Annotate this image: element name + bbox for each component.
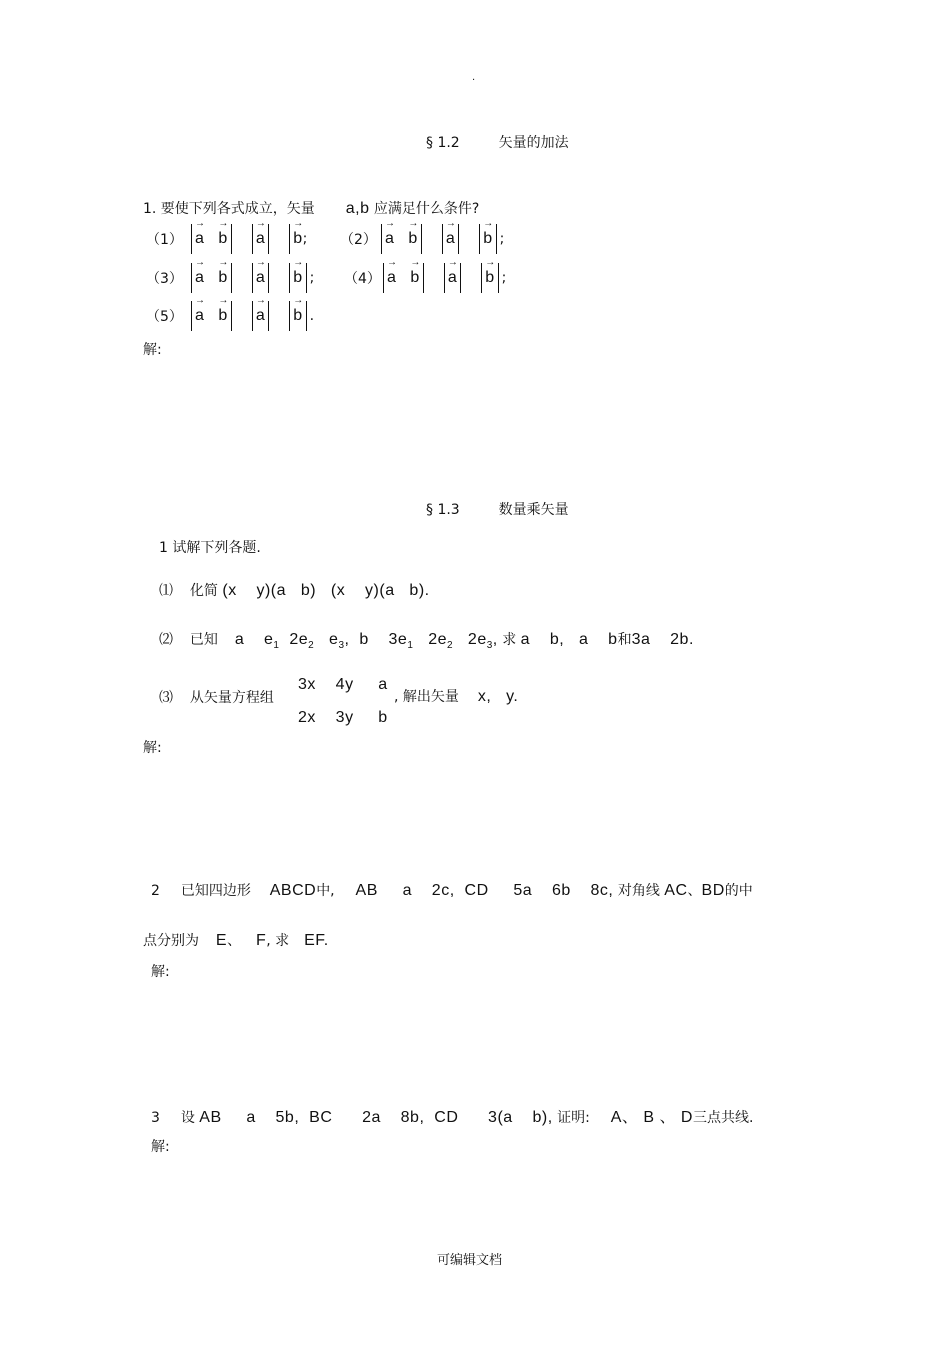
question-1-intro <box>143 198 479 218</box>
q1-item-1: （1） → a → b → a → b ; <box>146 224 307 254</box>
vec-b: → b <box>293 269 302 287</box>
q1-vector-pair: a,b <box>345 200 370 217</box>
problem-number: 2 <box>151 883 160 899</box>
item-label: （4） <box>344 271 381 287</box>
item-label: （3） <box>146 271 183 287</box>
vec-b: → b <box>410 269 419 287</box>
vec-a: → a <box>256 230 265 248</box>
item-label: （5） <box>146 309 183 325</box>
solve-for-text: , 解出矢量 x, y. <box>394 688 519 705</box>
p3-solution-label: 解: <box>151 1139 170 1155</box>
problem-3-line: 3 设 AB a 5b, BC 2a 8b, CD 3(a b), 证明: A、 B 、 D三点共线. <box>151 1109 754 1126</box>
problem-2-line-2: 点分别为 E、 F, 求 EF. <box>143 932 329 949</box>
part-text: 从矢量方程组 <box>189 690 274 706</box>
problem-1-part-2: ⑵ 已知 a $e_1$ $2e_2$ $e_3$, b $3e_1$ $2e_2$ $2e_3$, 求 a b, a b和3a 2b. <box>159 631 694 651</box>
vec-b: → b <box>293 230 302 248</box>
equation-2: 2x 3y b <box>298 709 388 726</box>
vec-a: → a <box>256 269 265 287</box>
vec-b: → b <box>408 230 417 248</box>
vec-a: → a <box>448 269 457 287</box>
section-number: § 1.2 <box>426 135 460 151</box>
section-title: 数量乘矢量 <box>498 502 569 518</box>
q1-item-4: （4） → a → b → a → b ; <box>344 263 506 293</box>
part-text: 已知 <box>189 632 218 648</box>
vec-a: → a <box>446 230 455 248</box>
vec-a: → a <box>387 269 396 287</box>
q1-solution-label: 解: <box>143 342 162 358</box>
equation-1: 3x 4y a <box>298 676 388 693</box>
section-number: § 1.3 <box>426 502 460 518</box>
section-1-3-heading <box>426 499 569 519</box>
vec-b: → b <box>483 230 492 248</box>
part-label: ⑴ <box>159 583 173 599</box>
q1-item-3: （3） → a → b → a → b ; <box>146 263 314 293</box>
problem-number: 3 <box>151 1110 160 1126</box>
section-title: 矢量的加法 <box>498 135 569 151</box>
header-dot: . <box>472 72 476 83</box>
q1-tail-text: 应满足什么条件? <box>373 201 480 217</box>
vec-a: → a <box>195 230 204 248</box>
vec-b: → b <box>293 307 302 325</box>
vec-b: → b <box>485 269 494 287</box>
section-1-2-heading <box>426 132 569 152</box>
problem-1-part-3 <box>159 687 274 707</box>
vec-a: → a <box>385 230 394 248</box>
problem-1-heading: 1 试解下列各题. <box>159 540 261 556</box>
expression: (x y)(a b) (x y)(a b). <box>222 582 430 599</box>
vec-b: → b <box>218 230 227 248</box>
vec-a: → a <box>256 307 265 325</box>
vec-b: → b <box>218 307 227 325</box>
p2-solution-label: 解: <box>151 964 170 980</box>
item-label: （1） <box>146 232 183 248</box>
footer-text: 可编辑文档 <box>437 1253 503 1268</box>
q1-item-2: （2） → a → b → a → b ; <box>340 224 504 254</box>
part-label: ⑶ <box>159 690 173 706</box>
vec-b: → b <box>218 269 227 287</box>
item-label: （2） <box>340 232 377 248</box>
problem-1-part-1 <box>159 580 430 600</box>
part-label: ⑵ <box>159 632 173 648</box>
q1-intro-text: 1. 要使下列各式成立，矢量 <box>143 201 315 217</box>
problem-2-line-1: 2 已知四边形 ABCD中, AB a 2c, CD 5a 6b 8c, 对角线 AC、BD的中 <box>151 882 753 899</box>
part-text: 化简 <box>189 583 218 599</box>
p1-solution-label: 解: <box>143 740 162 756</box>
q1-item-5: （5） → a → b → a → b . <box>146 301 314 331</box>
vec-a: → a <box>195 307 204 325</box>
vec-a: → a <box>195 269 204 287</box>
